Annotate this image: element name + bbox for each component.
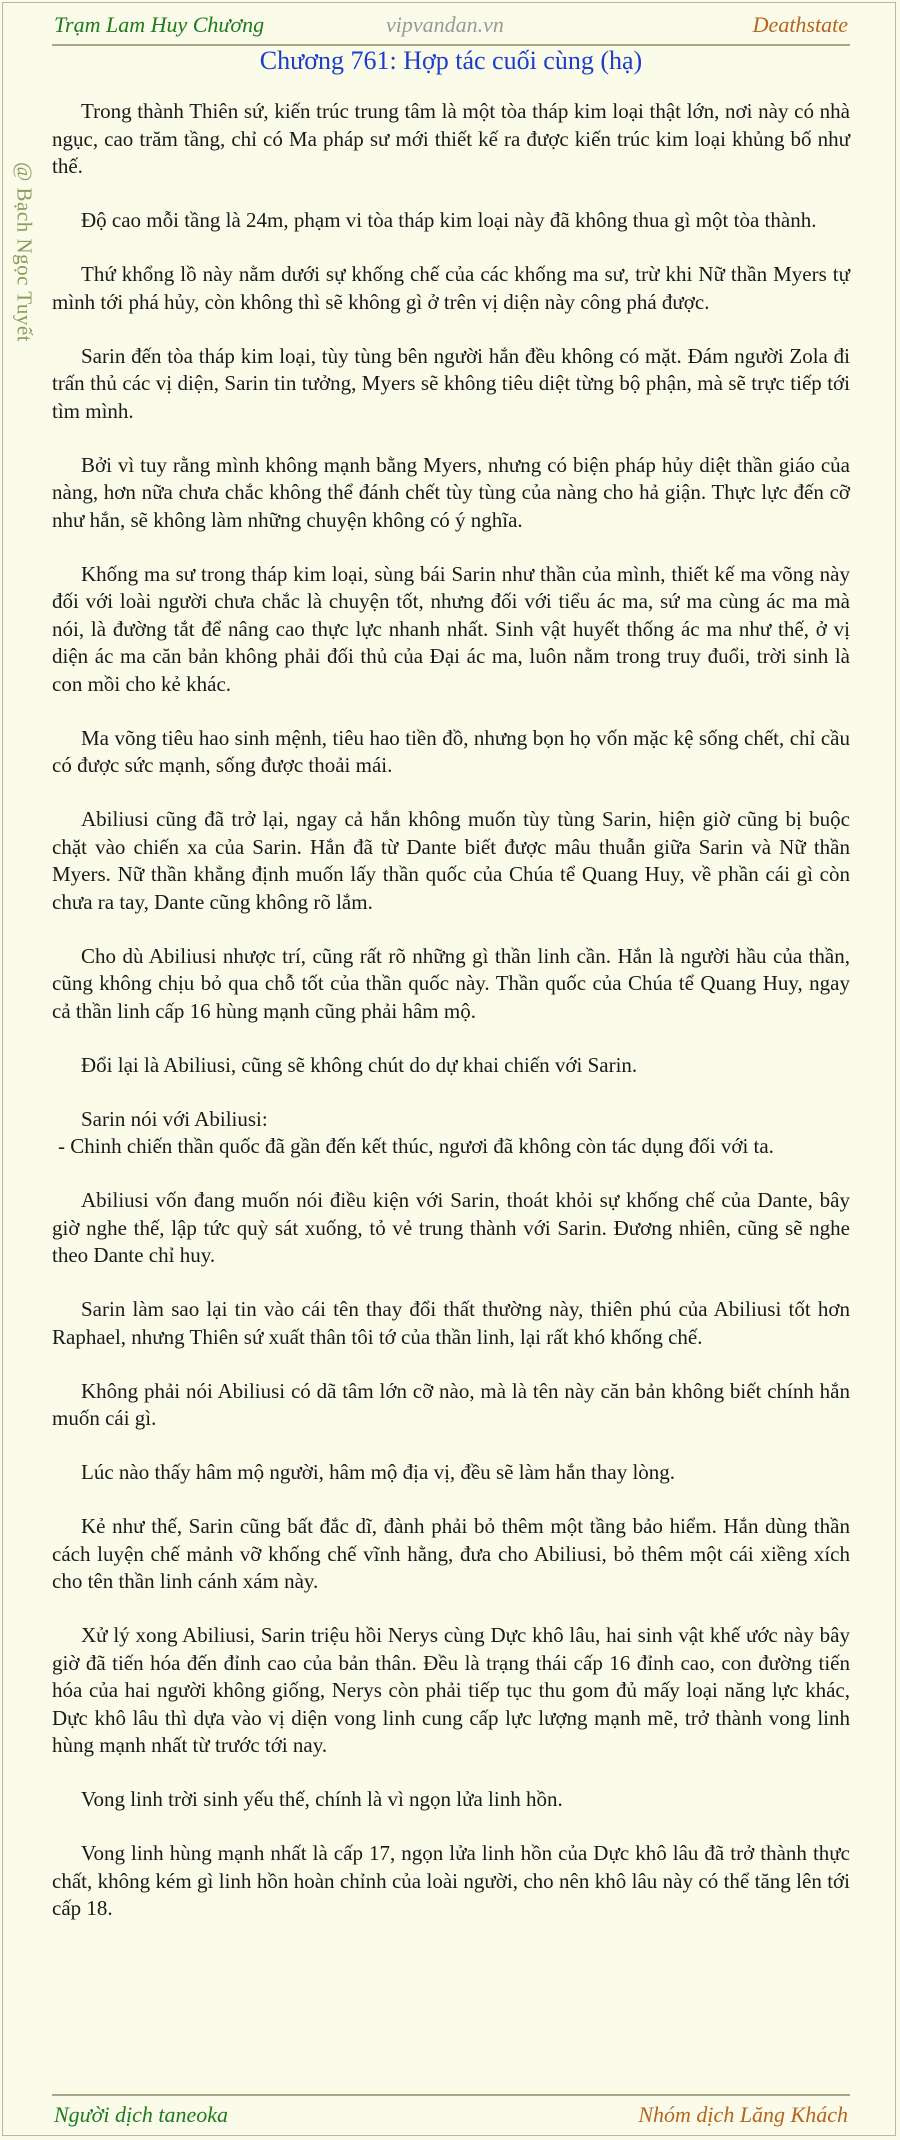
chapter-title: Chương 761: Hợp tác cuối cùng (hạ) [259, 46, 643, 75]
page-header [52, 8, 850, 44]
paragraph: Sarin đến tòa tháp kim loại, tùy tùng bên người hắn đều không có mặt. Đám người Zola đi trấn thủ các vị diện, Sarin tin tưởng, Myers sẽ không tiêu diệt từng bộ phận, mà sẽ trực tiếp tới tìm mình. [52, 343, 850, 423]
paragraph: Trong thành Thiên sứ, kiến trúc trung tâm là một tòa tháp kim loại thật lớn, nơi này có nhà ngục, cao trăm tầng, chỉ có Ma pháp sư mới thiết kế ra được kiến trúc kim loại khủng bố như thế. [52, 99, 850, 178]
header-website: vipvandan.vn [386, 12, 504, 37]
paragraph: Abiliusi cũng đã trở lại, ngay cả hắn không muốn tùy tùng Sarin, hiện giờ cũng bị buộc chặt vào chiến xa của Sarin. Hắn đã từ Dante biết được mâu thuẫn giữa Sarin và Nữ thần Myers. Nữ thần khẳng định muốn lấy thần quốc của Chúa tể Quang Huy, về phần cái gì còn chưa ra tay, Dante cũng không rõ lắm. [52, 807, 850, 914]
paragraph: Kẻ như thế, Sarin cũng bất đắc dĩ, đành phải bỏ thêm một tầng bảo hiểm. Hắn dùng thần cách luyện chế mảnh vỡ khống chế vĩnh hằng, đưa cho Abiliusi, bỏ thêm một cái xiềng xích cho tên thần linh cánh xám này. [52, 1514, 850, 1593]
paragraph: Cho dù Abiliusi nhược trí, cũng rất rõ những gì thần linh cần. Hắn là người hầu của thần, cũng không chịu bỏ qua chỗ tốt của thần quốc này. Thần quốc của Chúa tể Quang Huy, ngay cả thần linh cấp 16 hùng mạnh cũng phải hâm mộ. [52, 943, 850, 1023]
paragraph: Sarin nói với Abiliusi: [81, 1106, 268, 1131]
page-footer [52, 2094, 850, 2130]
paragraph: Thứ khổng lồ này nằm dưới sự khống chế của các khống ma sư, trừ khi Nữ thần Myers tự mình tới phá hủy, còn không thì sẽ không gì ở trên vị diện này công phá được. [52, 262, 850, 314]
dialogue-line: - Chinh chiến thần quốc đã gần đến kết thúc, ngươi đã không còn tác dụng đối với ta. [58, 1134, 774, 1158]
paragraph: Ma võng tiêu hao sinh mệnh, tiêu hao tiền đồ, nhưng bọn họ vốn mặc kệ sống chết, chỉ cầu có được sức mạnh, sống được thoải mái. [52, 725, 850, 777]
header-site-name: Trạm Lam Huy Chương [54, 12, 265, 37]
side-watermark: @ Bạch Ngọc Tuyết [12, 161, 37, 343]
footer-translator: Người dịch taneoka [54, 2102, 229, 2127]
paragraph: Xử lý xong Abiliusi, Sarin triệu hồi Nerys cùng Dực khô lâu, hai sinh vật khế ước này bây giờ đã tiến hóa đến đỉnh cao của bản thân. Đều là trạng thái cấp 16 đỉnh cao, con đường tiến hóa của hai người không giống, Nerys còn phải tiếp tục thu gom đủ mấy loại năng lực khác, Dực khô lâu thì dựa vào vị diện vong linh cung cấp lực lượng mạnh mẽ, trở thành vong linh hùng mạnh nhất từ trước tới nay. [52, 1623, 850, 1757]
paragraph: Đổi lại là Abiliusi, cũng sẽ không chút do dự khai chiến với Sarin. [81, 1052, 638, 1077]
paragraph: Bởi vì tuy rằng mình không mạnh bằng Myers, nhưng có biện pháp hủy diệt thần giáo của nàng, hơn nữa chưa chắc không thể đánh chết tùy tùng của nàng cho hả giận. Thực lực đến cỡ như hắn, sẽ không làm những chuyện không có ý nghĩa. [52, 452, 850, 532]
paragraph: Khống ma sư trong tháp kim loại, sùng bái Sarin như thần của mình, thiết kế ma võng này đối với loài người chưa chắc là chuyện tốt, nhưng đối với tiểu ác ma, sứ ma cùng ác ma mà nói, là đường tắt để nâng cao thực lực nhanh nhất. Sinh vật huyết thống ác ma như thế, ở vị diện ác ma căn bản không phải đối thủ của Đại ác ma, luôn nằm trong truy đuổi, trời sinh là con mồi cho kẻ khác. [52, 561, 850, 696]
paragraph: Vong linh hùng mạnh nhất là cấp 17, ngọn lửa linh hồn của Dực khô lâu đã trở thành thực chất, không kém gì linh hồn hoàn chỉnh của loài người, cho nên khô lâu này có thể tăng lên tới cấp 18. [52, 1841, 850, 1920]
paragraph: Sarin làm sao lại tin vào cái tên thay đổi thất thường này, thiên phú của Abiliusi tốt hơn Raphael, nhưng Thiên sứ xuất thân tôi tớ của thần linh, lại rất khó khống chế. [52, 1297, 850, 1349]
paragraph: Abiliusi vốn đang muốn nói điều kiện với Sarin, thoát khỏi sự khống chế của Dante, bây giờ nghe thế, lập tức quỳ sát xuống, tỏ vẻ trung thành với Sarin. Đương nhiên, cũng sẽ nghe theo Dante chỉ huy. [52, 1188, 850, 1267]
footer-group: Nhóm dịch Lăng Khách [638, 2102, 848, 2127]
paragraph: Lúc nào thấy hâm mộ người, hâm mộ địa vị, đều sẽ làm hắn thay lòng. [81, 1460, 676, 1484]
paragraph: Độ cao mỗi tầng là 24m, phạm vi tòa tháp kim loại này đã không thua gì một tòa thành. [81, 208, 817, 232]
header-author: Deathstate [752, 12, 848, 37]
paragraph: Không phải nói Abiliusi có dã tâm lớn cỡ nào, mà là tên này căn bản không biết chính hắn muốn cái gì. [52, 1378, 850, 1430]
chapter-body [52, 98, 850, 1923]
paragraph: Vong linh trời sinh yếu thế, chính là vì ngọn lửa linh hồn. [81, 1787, 563, 1811]
